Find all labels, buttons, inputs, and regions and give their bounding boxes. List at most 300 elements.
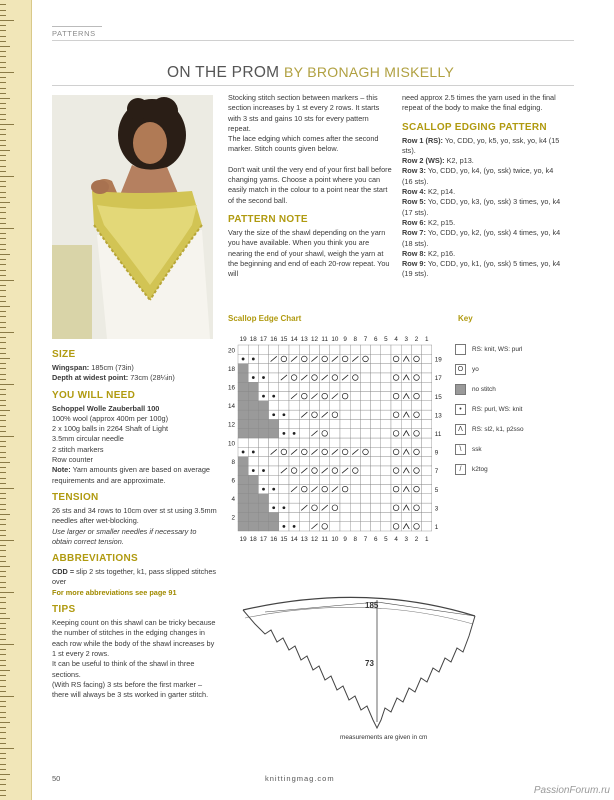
chart-cell xyxy=(320,447,330,456)
chart-cell xyxy=(371,382,381,391)
chart-cell xyxy=(320,392,330,401)
chart-cell xyxy=(381,447,391,456)
chart-cell xyxy=(371,485,381,494)
chart-cell xyxy=(411,457,421,466)
key-label: RS: purl, WS: knit xyxy=(472,406,523,413)
ruler-tick xyxy=(0,493,6,494)
ruler-tick xyxy=(0,576,6,577)
purl-dot xyxy=(242,358,245,361)
ruler-tick xyxy=(0,535,6,536)
chart-cell xyxy=(330,466,340,475)
ruler-tick xyxy=(0,363,6,364)
col-label: 8 xyxy=(353,336,358,343)
ruler-tick xyxy=(0,186,6,187)
depth-label: Depth at widest point: xyxy=(52,373,129,383)
ruler-tick xyxy=(0,134,6,135)
chart-cell xyxy=(340,522,350,531)
ruler-tick xyxy=(0,337,6,338)
chart-cell-no-stitch xyxy=(248,382,258,391)
ruler-tick xyxy=(0,82,6,83)
ruler-tick xyxy=(0,46,10,47)
chart-cell-no-stitch xyxy=(248,503,258,512)
key-item xyxy=(455,342,585,362)
chart-cell xyxy=(330,522,340,531)
ruler-tick xyxy=(0,332,14,333)
ruler-tick xyxy=(0,602,6,603)
ruler-tick xyxy=(0,701,6,702)
scallop-row xyxy=(402,249,562,259)
ruler-tick xyxy=(0,129,6,130)
chart-cell xyxy=(391,457,401,466)
ruler-tick xyxy=(0,394,6,395)
ruler-tick xyxy=(0,665,6,666)
row-text: Yo, CDD, yo, k3, (yo, ssk) 3 times, yo, k4 (17 sts). xyxy=(402,197,561,217)
row-label-left: 12 xyxy=(227,421,235,429)
chart-cell xyxy=(391,503,401,512)
ruler-tick xyxy=(0,405,6,406)
ruler-tick xyxy=(0,571,6,572)
purl-dot xyxy=(293,432,296,435)
page-title xyxy=(0,64,614,82)
ruler-tick xyxy=(0,634,6,635)
chart-cell xyxy=(350,382,360,391)
chart-cell xyxy=(299,522,309,531)
ruler-tick xyxy=(0,488,14,489)
chart-cell xyxy=(360,522,370,531)
col-label: 16 xyxy=(270,336,278,343)
tips-p3: (With RS facing) 3 sts before the first marker – there will always be 3 sts worked in garter stitch. xyxy=(52,679,209,700)
row-label: Row 3: xyxy=(402,166,426,176)
chart-cell xyxy=(381,457,391,466)
right-column xyxy=(402,93,562,280)
key-item xyxy=(455,442,585,462)
ruler-tick xyxy=(0,322,6,323)
chart-cell xyxy=(269,466,279,475)
chart-cell xyxy=(269,345,279,354)
chart-cell xyxy=(391,345,401,354)
chart-cell xyxy=(330,401,340,410)
footer-site: knittingmag.com xyxy=(265,774,335,783)
chart-cell xyxy=(360,401,370,410)
chart-cell xyxy=(248,438,258,447)
key-label: ssk xyxy=(472,446,482,453)
ruler-tick xyxy=(0,176,14,177)
ruler-tick xyxy=(0,160,6,161)
purl-dot xyxy=(252,469,255,472)
ruler-tick xyxy=(0,540,14,541)
chart-cell xyxy=(391,494,401,503)
row-label-right: 13 xyxy=(434,412,442,420)
chart-cell xyxy=(371,522,381,531)
chart-cell xyxy=(320,522,330,531)
chart-cell xyxy=(309,494,319,503)
chart-cell xyxy=(258,447,268,456)
chart-cell-no-stitch xyxy=(238,382,248,391)
need-line: 3.5mm circular needle xyxy=(52,434,124,444)
ruler-tick xyxy=(0,592,14,593)
section-tag: PATTERNS xyxy=(52,26,102,38)
ruler-tick xyxy=(0,244,6,245)
chart-cell-no-stitch xyxy=(238,419,248,428)
middle-column xyxy=(228,93,393,279)
ruler-tick xyxy=(0,446,6,447)
key-symbol: O xyxy=(455,364,466,375)
ruler-tick xyxy=(0,784,6,785)
chart-cell xyxy=(371,438,381,447)
purl-dot xyxy=(262,395,265,398)
purl-dot xyxy=(283,506,286,509)
ruler-tick xyxy=(0,431,6,432)
ruler-tick xyxy=(0,790,6,791)
col-label: 8 xyxy=(353,536,358,543)
chart-cell xyxy=(309,457,319,466)
chart-cell xyxy=(360,382,370,391)
model-photo xyxy=(52,95,213,339)
depth-value: 73cm (28¼in) xyxy=(130,373,175,383)
chart-cell xyxy=(391,466,401,475)
ruler-tick xyxy=(0,566,10,567)
chart-cell xyxy=(391,485,401,494)
chart-cell xyxy=(360,512,370,521)
chart-cell-no-stitch xyxy=(238,364,248,373)
chart-cell xyxy=(381,503,391,512)
chart-cell xyxy=(401,382,411,391)
ruler-tick xyxy=(0,410,10,411)
chart-cell xyxy=(422,475,432,484)
ruler-tick xyxy=(0,36,6,37)
ruler-tick xyxy=(0,233,6,234)
chart-cell xyxy=(360,354,370,363)
chart-cell xyxy=(320,429,330,438)
scallop-row xyxy=(402,136,562,157)
chart-cell xyxy=(371,494,381,503)
chart-cell xyxy=(371,345,381,354)
shawl-schematic xyxy=(225,588,485,741)
ruler-tick xyxy=(0,732,6,733)
ruler-tick xyxy=(0,706,6,707)
chart-cell-no-stitch xyxy=(248,522,258,531)
ruler-tick xyxy=(0,30,6,31)
chart-key xyxy=(455,342,585,482)
chart-cell xyxy=(422,364,432,373)
chart-cell xyxy=(391,475,401,484)
ruler-tick xyxy=(0,51,6,52)
scallop-row xyxy=(402,197,562,218)
chart-cell xyxy=(391,382,401,391)
ruler-tick xyxy=(0,389,6,390)
chart-cell xyxy=(360,475,370,484)
ruler-tick xyxy=(0,660,6,661)
row-text: K2, p16. xyxy=(427,248,456,258)
row-label-left: 20 xyxy=(227,347,235,355)
chart-cell-no-stitch xyxy=(248,494,258,503)
chart-cell xyxy=(381,382,391,391)
key-label: no stitch xyxy=(472,386,496,393)
chart-cell xyxy=(381,485,391,494)
chart-cell xyxy=(422,382,432,391)
row-text: K2, p13. xyxy=(446,156,474,166)
chart-cell xyxy=(401,364,411,373)
chart-cell xyxy=(411,503,421,512)
col-label: 7 xyxy=(363,336,368,343)
row-label: Row 6: xyxy=(402,217,426,227)
ruler-tick xyxy=(0,207,6,208)
ruler-tick xyxy=(0,368,6,369)
ruler-tick xyxy=(0,290,6,291)
chart-cell-no-stitch xyxy=(269,429,279,438)
purl-dot xyxy=(283,525,286,528)
col-label: 3 xyxy=(404,536,409,543)
chart-cell xyxy=(391,373,401,382)
ruler-tick xyxy=(0,228,14,229)
chart-cell xyxy=(360,466,370,475)
col-label: 18 xyxy=(249,536,257,543)
chart-cell xyxy=(371,392,381,401)
row-label-right: 17 xyxy=(434,375,442,383)
chart-cell-no-stitch xyxy=(248,410,258,419)
chart-cell xyxy=(371,447,381,456)
chart-cell xyxy=(309,345,319,354)
ruler-tick xyxy=(0,483,6,484)
chart-cell xyxy=(320,438,330,447)
chart-cell xyxy=(299,419,309,428)
purl-dot xyxy=(272,506,275,509)
chart-cell xyxy=(330,373,340,382)
chart-cell xyxy=(309,401,319,410)
ruler-tick xyxy=(0,316,6,317)
chart-cell xyxy=(411,447,421,456)
chart-cell-no-stitch xyxy=(238,512,248,521)
chart-cell xyxy=(289,401,299,410)
chart-cell xyxy=(381,345,391,354)
chart-cell xyxy=(340,438,350,447)
ruler-tick xyxy=(0,639,6,640)
chart-cell xyxy=(340,401,350,410)
chart-cell xyxy=(309,475,319,484)
chart-cell xyxy=(350,466,360,475)
chart-cell xyxy=(371,354,381,363)
row-label-right: 1 xyxy=(434,524,439,531)
chart-cell xyxy=(320,364,330,373)
chart-cell xyxy=(299,429,309,438)
chart-cell xyxy=(411,382,421,391)
chart-cell xyxy=(371,512,381,521)
chart-cell xyxy=(391,354,401,363)
row-label-left: 6 xyxy=(231,477,235,485)
key-symbol: \ xyxy=(455,444,466,455)
chart-cell xyxy=(289,345,299,354)
chart-cell xyxy=(330,438,340,447)
ruler-tick xyxy=(0,238,6,239)
chart-cell xyxy=(289,373,299,382)
ruler-tick xyxy=(0,41,6,42)
row-label-left: 8 xyxy=(231,458,235,466)
need-line: 2 x 100g balls in 2264 Shaft of Light xyxy=(52,424,169,434)
chart-cell xyxy=(289,382,299,391)
chart-cell xyxy=(248,457,258,466)
ruler-tick xyxy=(0,608,6,609)
chart-cell-no-stitch xyxy=(238,522,248,531)
col-label: 2 xyxy=(414,336,419,343)
chart-cell xyxy=(330,429,340,438)
ruler-tick xyxy=(0,472,6,473)
chart-cell xyxy=(371,457,381,466)
ruler-tick xyxy=(0,10,6,11)
abbreviations-link[interactable]: For more abbreviations see page 91 xyxy=(52,587,177,597)
row-text: Yo, CDD, yo, k1, (yo, ssk) 5 times, yo, k4 (19 sts). xyxy=(402,259,561,279)
chart-cell xyxy=(401,512,411,521)
chart-cell xyxy=(411,485,421,494)
ruler-tick xyxy=(0,254,10,255)
chart-cell xyxy=(238,345,248,354)
chart-cell xyxy=(340,392,350,401)
chart-cell xyxy=(411,466,421,475)
col-label: 1 xyxy=(424,336,429,343)
chart-cell xyxy=(350,364,360,373)
ruler-tick xyxy=(0,769,6,770)
key-item xyxy=(455,422,585,442)
row-label: Row 7: xyxy=(402,228,426,238)
chart-cell xyxy=(381,475,391,484)
chart-cell-no-stitch xyxy=(248,429,258,438)
chart-cell-no-stitch xyxy=(248,419,258,428)
chart-cell xyxy=(269,373,279,382)
tension-text: 26 sts and 34 rows to 10cm over st st using 3.5mm needles after wet-blocking. xyxy=(52,505,217,526)
ruler-tick xyxy=(0,358,10,359)
chart-cell xyxy=(422,512,432,521)
ruler-tick xyxy=(0,524,6,525)
chart-cell xyxy=(360,410,370,419)
chart-cell-no-stitch xyxy=(258,512,268,521)
chart-cell xyxy=(371,466,381,475)
chart-cell xyxy=(381,429,391,438)
chart-cell-no-stitch xyxy=(258,503,268,512)
chart-cell xyxy=(422,401,432,410)
ruler-tick xyxy=(0,618,10,619)
col-label: 14 xyxy=(290,536,298,543)
chart-cell xyxy=(330,512,340,521)
ruler-tick xyxy=(0,270,6,271)
col-label: 10 xyxy=(331,336,339,343)
chart-cell-no-stitch xyxy=(238,392,248,401)
ruler-tick xyxy=(0,301,6,302)
chart-cell xyxy=(360,364,370,373)
need-heading: YOU WILL NEED xyxy=(52,389,136,401)
ruler-tick xyxy=(0,758,6,759)
ruler-tick xyxy=(0,691,6,692)
chart-cell xyxy=(411,419,421,428)
chart-cell xyxy=(371,373,381,382)
chart-cell xyxy=(279,382,289,391)
size-depth xyxy=(52,373,217,383)
chart-cell-no-stitch xyxy=(258,522,268,531)
chart-cell xyxy=(391,429,401,438)
chart-cell xyxy=(381,438,391,447)
chart-cell xyxy=(350,503,360,512)
chart-cell xyxy=(330,382,340,391)
chart-cell xyxy=(411,364,421,373)
chart-cell xyxy=(330,345,340,354)
ruler-tick xyxy=(0,4,6,5)
tips-p1: Keeping count on this shawl can be tricky because the number of stitches in the edging changes in each row while the body of the shawl increases by 1 st every 2 rows. xyxy=(52,618,216,658)
key-symbol: • xyxy=(455,404,466,415)
chart-cell xyxy=(340,419,350,428)
chart-cell-no-stitch xyxy=(258,419,268,428)
col-label: 17 xyxy=(259,536,268,543)
chart-cell xyxy=(320,419,330,428)
key-label: RS: knit, WS: purl xyxy=(472,346,523,353)
chart-cell xyxy=(401,494,411,503)
ruler-tick xyxy=(0,504,6,505)
ruler-tick xyxy=(0,218,6,219)
ruler-tick xyxy=(0,561,6,562)
row-label-left: 18 xyxy=(227,365,235,373)
ruler-tick xyxy=(0,348,6,349)
pattern-note-heading: PATTERN NOTE xyxy=(228,213,308,225)
chart-cell xyxy=(391,447,401,456)
chart-cell xyxy=(330,494,340,503)
col-label: 16 xyxy=(270,536,278,543)
chart-cell xyxy=(340,382,350,391)
ruler-tick xyxy=(0,556,6,557)
ruler-tick xyxy=(0,327,6,328)
chart-cell xyxy=(411,429,421,438)
col-label: 19 xyxy=(239,336,247,343)
ruler-tick xyxy=(0,374,6,375)
chart-cell xyxy=(258,345,268,354)
chart-cell xyxy=(299,392,309,401)
middle-p1: Stocking stitch section between markers – this section increases by 1 st every 2 rows. It starts with 3 sts and gains 10 sts for every pattern repeat. xyxy=(228,93,380,133)
ruler-tick xyxy=(0,498,6,499)
row-text: K2, p15. xyxy=(427,217,456,227)
row-label-left: 14 xyxy=(227,403,235,411)
col-label: 18 xyxy=(249,336,257,343)
chart-cell xyxy=(269,457,279,466)
key-item xyxy=(455,462,585,482)
chart-cell xyxy=(309,382,319,391)
abbreviation-cdd xyxy=(52,567,217,588)
ruler-tick xyxy=(0,462,10,463)
ruler-tick xyxy=(0,103,6,104)
chart-cell xyxy=(422,503,432,512)
chart-cell xyxy=(289,512,299,521)
chart-cell xyxy=(360,494,370,503)
ruler-tick xyxy=(0,155,6,156)
chart-cell xyxy=(360,373,370,382)
scallop-row xyxy=(402,166,562,187)
ruler-tick xyxy=(0,654,6,655)
chart-cell xyxy=(340,475,350,484)
col-label: 5 xyxy=(384,536,388,543)
row-label-right: 7 xyxy=(434,468,439,476)
right-p1: need approx 2.5 times the yarn used in the final repeat of the body to make the final edging. xyxy=(402,93,556,113)
ruler-tick xyxy=(0,108,6,109)
chart-cell xyxy=(411,401,421,410)
chart-cell xyxy=(401,457,411,466)
col-label: 11 xyxy=(321,536,328,543)
left-column xyxy=(52,343,217,700)
chart-cell xyxy=(422,522,432,531)
chart-cell xyxy=(258,354,268,363)
chart-cell xyxy=(391,401,401,410)
ruler-tick xyxy=(0,150,10,151)
note-text: Yarn amounts given are based on average requirements and are approximate. xyxy=(52,465,210,485)
ruler-tick xyxy=(0,202,10,203)
chart-cell xyxy=(411,354,421,363)
ruler-tick xyxy=(0,452,6,453)
chart-cell xyxy=(422,354,432,363)
chart-cell xyxy=(360,429,370,438)
